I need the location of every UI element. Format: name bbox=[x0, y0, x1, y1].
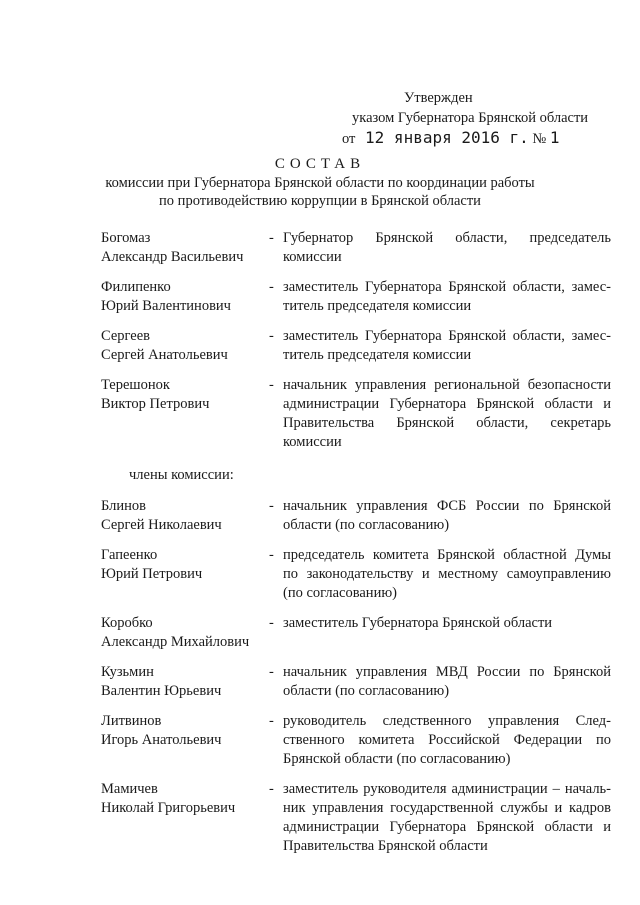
member-role-line: титель председателя комиссии bbox=[283, 347, 472, 363]
member-given-name: Валентин Юрьевич bbox=[101, 683, 222, 699]
member-row bbox=[101, 229, 611, 267]
member-name bbox=[101, 229, 269, 267]
member-row bbox=[101, 376, 611, 452]
member-dash: - bbox=[269, 615, 274, 631]
member-role bbox=[283, 497, 611, 535]
approval-line-decree: указом Губернатора Брянской области bbox=[352, 110, 589, 126]
member-role-line: ник управления государственной службы и кадров bbox=[283, 800, 611, 816]
approval-number: 1 bbox=[549, 128, 560, 147]
member-role-line: титель председателя комиссии bbox=[283, 298, 472, 314]
member-role-line: (по согласованию) bbox=[283, 585, 397, 601]
member-surname: Мамичев bbox=[101, 781, 158, 797]
member-name bbox=[101, 497, 269, 535]
member-role-line: администрации Губернатора Брянской области и bbox=[283, 819, 611, 835]
member-role-line: Брянской области (по согласованию) bbox=[283, 751, 511, 767]
member-surname: Гапеенко bbox=[101, 547, 158, 563]
approval-date: 12 января 2016 г. bbox=[365, 128, 529, 147]
member-role-line: администрации Губернатора Брянской области и bbox=[283, 396, 611, 412]
member-row bbox=[101, 497, 611, 535]
member-role bbox=[283, 327, 611, 365]
member-surname: Блинов bbox=[101, 498, 146, 514]
approval-block bbox=[342, 88, 612, 149]
approval-date-prefix: от bbox=[342, 131, 356, 147]
member-row bbox=[101, 780, 611, 856]
member-surname: Литвинов bbox=[101, 713, 162, 729]
member-role bbox=[283, 712, 611, 769]
member-name bbox=[101, 327, 269, 365]
member-role bbox=[283, 546, 611, 603]
document-title: СОСТАВ bbox=[274, 156, 366, 172]
member-name bbox=[101, 546, 269, 603]
member-role-line: Губернатор Брянской области, председатель bbox=[283, 230, 611, 246]
member-row bbox=[101, 327, 611, 365]
member-name bbox=[101, 614, 269, 652]
member-role-line: руководитель следственного управления След- bbox=[283, 713, 611, 729]
member-surname: Кузьмин bbox=[101, 664, 154, 680]
member-role bbox=[283, 780, 611, 856]
member-name bbox=[101, 663, 269, 701]
member-role bbox=[283, 614, 611, 652]
member-role bbox=[283, 278, 611, 316]
member-given-name: Сергей Николаевич bbox=[101, 517, 222, 533]
approval-line-date bbox=[342, 128, 612, 149]
member-role-line: начальник управления региональной безопасности bbox=[283, 377, 611, 393]
member-role-line: ственного комитета Российской Федерации по bbox=[283, 732, 611, 748]
member-row bbox=[101, 663, 611, 701]
member-surname: Сергеев bbox=[101, 328, 151, 344]
member-role bbox=[283, 229, 611, 267]
member-given-name: Александр Васильевич bbox=[101, 249, 244, 265]
member-row bbox=[101, 546, 611, 603]
member-given-name: Игорь Анатольевич bbox=[101, 732, 222, 748]
member-dash: - bbox=[269, 230, 274, 246]
member-given-name: Юрий Петрович bbox=[101, 566, 203, 582]
member-row bbox=[101, 614, 611, 652]
member-surname: Филипенко bbox=[101, 279, 171, 295]
member-given-name: Виктор Петрович bbox=[101, 396, 210, 412]
member-name bbox=[101, 376, 269, 452]
member-dash: - bbox=[269, 328, 274, 344]
member-dash: - bbox=[269, 279, 274, 295]
member-surname: Терешонок bbox=[101, 377, 170, 393]
member-dash: - bbox=[269, 498, 274, 514]
member-name bbox=[101, 780, 269, 856]
approval-line-approved: Утвержден bbox=[404, 90, 473, 106]
document-heading bbox=[100, 155, 540, 210]
member-role-line: по законодательству и местному самоуправлению bbox=[283, 566, 611, 582]
member-role-line: председатель комитета Брянской областной Думы bbox=[283, 547, 611, 563]
member-role-line: заместитель Губернатора Брянской области, замес- bbox=[283, 279, 611, 295]
commission-list bbox=[101, 229, 611, 856]
member-role bbox=[283, 376, 611, 452]
member-given-name: Александр Михайлович bbox=[101, 634, 250, 650]
member-role-line: комиссии bbox=[283, 249, 342, 265]
document-subtitle-line1: комиссии при Губернатора Брянской области по координации работы bbox=[105, 175, 535, 191]
member-role-line: начальник управления МВД России по Брянской bbox=[283, 664, 611, 680]
member-role-line: заместитель Губернатора Брянской области bbox=[283, 615, 553, 631]
member-role-line: заместитель руководителя администрации – началь- bbox=[283, 781, 611, 797]
member-given-name: Сергей Анатольевич bbox=[101, 347, 228, 363]
member-surname: Богомаз bbox=[101, 230, 151, 246]
member-given-name: Юрий Валентинович bbox=[101, 298, 231, 314]
approval-number-label: № bbox=[532, 131, 547, 147]
member-role-line: Правительства Брянской области, секретарь bbox=[283, 415, 611, 431]
member-role-line: заместитель Губернатора Брянской области, замес- bbox=[283, 328, 611, 344]
member-dash: - bbox=[269, 377, 274, 393]
members-subheading: члены комиссии: bbox=[129, 467, 234, 483]
member-name bbox=[101, 278, 269, 316]
member-dash: - bbox=[269, 547, 274, 563]
member-role-line: Правительства Брянской области bbox=[283, 838, 488, 854]
member-dash: - bbox=[269, 664, 274, 680]
member-row bbox=[101, 278, 611, 316]
member-role bbox=[283, 663, 611, 701]
member-role-line: области (по согласованию) bbox=[283, 683, 450, 699]
member-given-name: Николай Григорьевич bbox=[101, 800, 236, 816]
member-surname: Коробко bbox=[101, 615, 153, 631]
member-row bbox=[101, 712, 611, 769]
member-name bbox=[101, 712, 269, 769]
member-role-line: начальник управления ФСБ России по Брянской bbox=[283, 498, 611, 514]
member-dash: - bbox=[269, 713, 274, 729]
member-dash: - bbox=[269, 781, 274, 797]
member-role-line: области (по согласованию) bbox=[283, 517, 450, 533]
document-subtitle-line2: по противодействию коррупции в Брянской области bbox=[159, 193, 481, 209]
member-role-line: комиссии bbox=[283, 434, 342, 450]
